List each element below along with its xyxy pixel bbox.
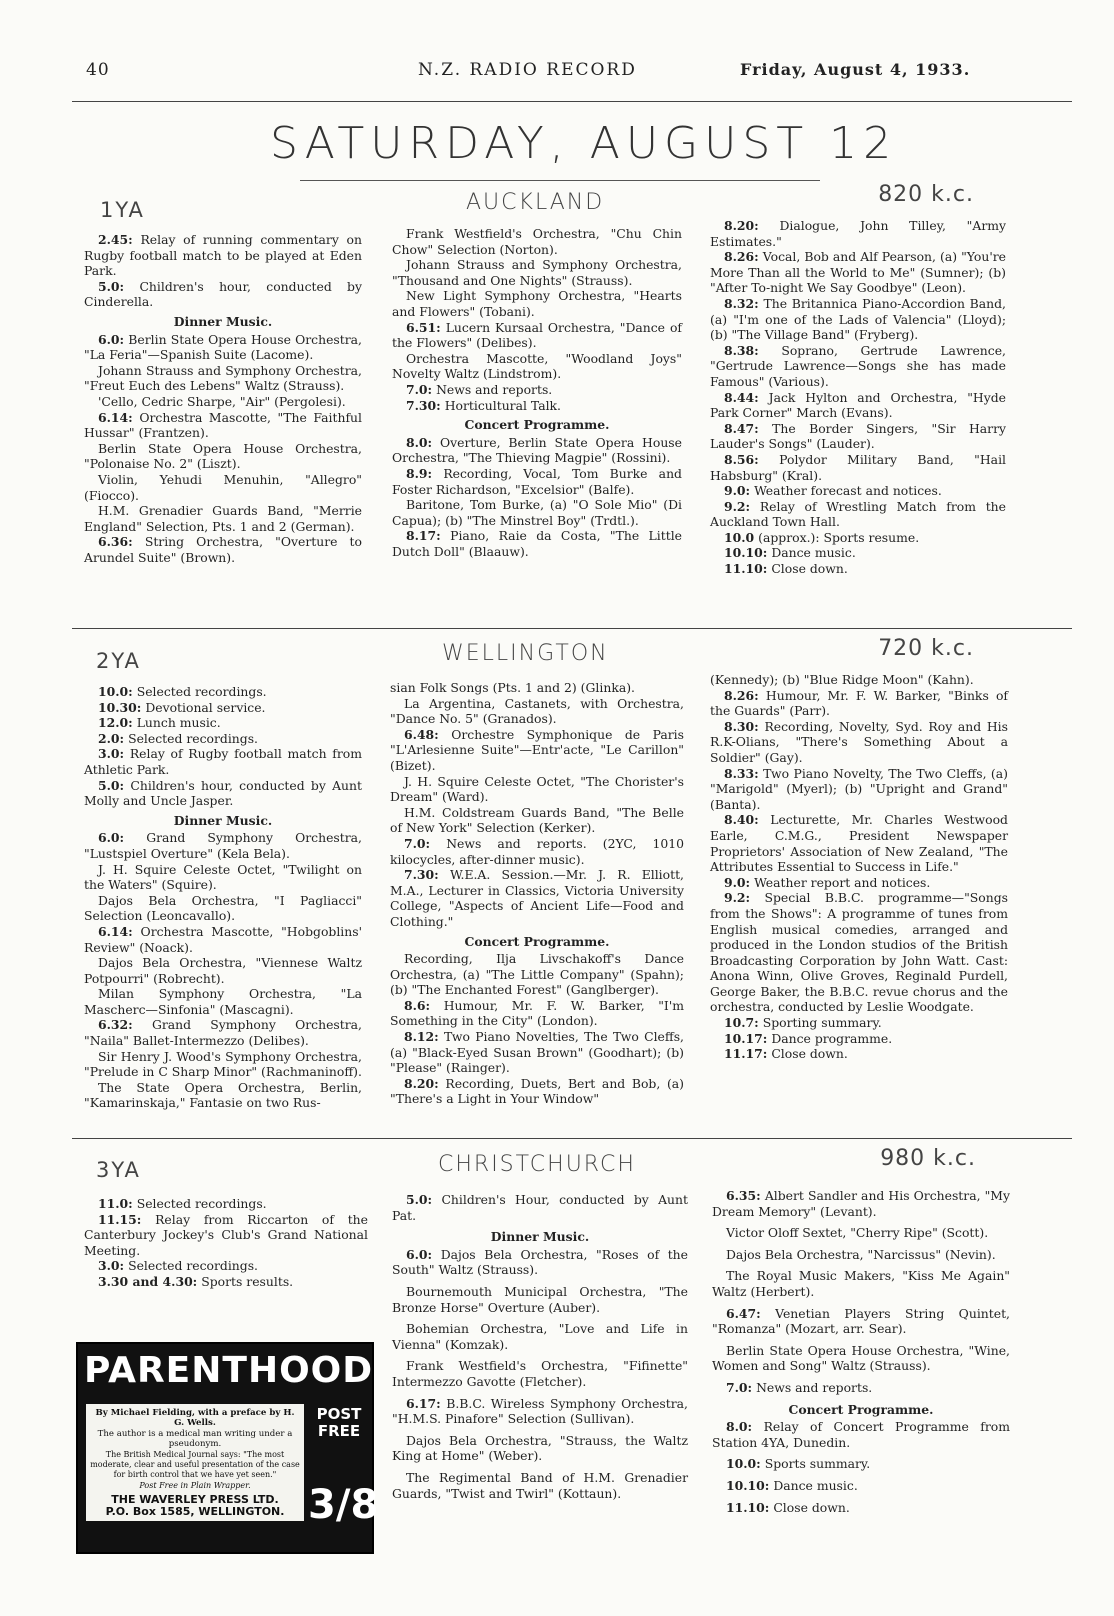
entry-text: Victor Oloff Sextet, "Cherry Ripe" (Scott). (726, 1225, 989, 1241)
programme-entry (84, 700, 362, 716)
programme-entry (392, 1321, 688, 1352)
entry-text: Dance music. (767, 545, 856, 561)
entry-time: 10.0 (724, 529, 755, 545)
entry-text: Selected recordings. (132, 1196, 267, 1211)
programme-entry (710, 766, 1008, 813)
entry-text: The Britannica Piano-Accordion Band, (a) "I'm one of the Lads of Valencia" (Lloyd); (b) "The Village Band" (Fryberg). (710, 295, 1006, 343)
issue-date: Friday, August 4, 1933. (740, 60, 971, 79)
programme-entry (84, 410, 362, 441)
programme-entry (392, 1192, 688, 1223)
programme-entry (710, 688, 1008, 719)
entry-text: Orchestra Mascotte, "Hobgoblins' Review" (Noack). (84, 923, 362, 955)
entry-text: Orchestra Mascotte, "The Faithful Hussar" (Frantzen). (84, 409, 362, 441)
programme-entry (390, 836, 684, 867)
entry-time: 9.0: (724, 874, 751, 890)
programme-subheading: Concert Programme. (464, 933, 610, 949)
programme-entry (710, 812, 1008, 874)
programme-entry (84, 893, 362, 924)
entry-text: Dance music. (769, 1477, 858, 1493)
entry-time: 11.17: (724, 1046, 768, 1062)
entry-text: Horticultural Talk. (440, 397, 561, 413)
programme-entry (710, 1031, 1008, 1047)
ad-free: FREE (317, 1422, 361, 1440)
programme-entry (710, 390, 1006, 421)
entry-time: 2.0: (98, 730, 125, 746)
frequency-720: 720 k.c. (878, 636, 974, 661)
programme-entry (710, 343, 1006, 390)
entry-text: Close down. (767, 561, 848, 577)
city-christchurch: CHRISTCHURCH (438, 1152, 636, 1177)
entry-time: 8.47: (724, 420, 759, 436)
programme-entry (390, 1029, 684, 1076)
entry-text: Frank Westfield's Orchestra, "Chu Chin Chow" Selection (Norton). (392, 226, 682, 257)
entry-time: 8.26: (724, 687, 759, 703)
entry-text: Two Piano Novelty, The Two Cleffs, (a) "Marigold" (Myerl); (b) "Upright and Grand" (Banta). (710, 765, 1008, 812)
programme-entry (392, 1358, 688, 1389)
programme-entry (390, 998, 684, 1029)
entry-text: Weather forecast and notices. (750, 483, 942, 499)
entry-time: 8.9: (406, 465, 433, 481)
entry-text: Sporting summary. (758, 1015, 882, 1031)
programme-entry (710, 719, 1008, 766)
entry-time: 3.0: (98, 1258, 125, 1274)
programme-entry (712, 1456, 1010, 1472)
section-rule (72, 628, 1072, 629)
entry-text: Venetian Players String Quintet, "Romanza" (Mozart, arr. Sear). (712, 1305, 1010, 1337)
programme-entry (710, 483, 1006, 499)
entry-text: News and reports. (2YC, 1010 kilocycles, after-dinner music). (390, 835, 684, 867)
programme-entry (390, 951, 684, 998)
entry-text: Berlin State Opera House Orchestra, "La Feria"—Spanish Suite (Lacome). (84, 331, 362, 363)
programme-entry (390, 696, 684, 727)
entry-text: Relay of Concert Programme from Station 4YA, Dunedin. (712, 1419, 1010, 1450)
ad-price: 3/8 (308, 1482, 379, 1528)
entry-text: Children's Hour, conducted by Aunt Pat. (392, 1192, 688, 1223)
entry-text: News and reports. (432, 381, 553, 397)
section-rule (72, 1138, 1072, 1139)
city-wellington: WELLINGTON (442, 641, 609, 666)
station-2ya: 2YA (96, 649, 141, 673)
ad-address: P.O. Box 1585, WELLINGTON. (105, 1505, 285, 1519)
wellington-column-2 (390, 680, 684, 1107)
programme-subheading: Concert Programme. (788, 1401, 934, 1417)
entry-text: Children's hour, conducted by Cinderella. (84, 278, 362, 310)
entry-time: 2.45: (98, 232, 133, 247)
programme-entry (712, 1306, 1010, 1337)
entry-text: Albert Sandler and His Orchestra, "My Dream Memory" (Levant). (712, 1188, 1010, 1219)
entry-time: 7.0: (406, 381, 433, 397)
programme-subheading: Dinner Music. (490, 1229, 590, 1245)
entry-time: 12.0: (98, 715, 133, 731)
programme-entry (710, 890, 1008, 1015)
entry-text: Milan Symphony Orchestra, "La Mascherc—Sinfonia" (Mascagni). (84, 986, 362, 1017)
programme-entry (712, 1268, 1010, 1299)
entry-time: 10.0: (98, 684, 133, 699)
entry-time: 10.10: (726, 1477, 770, 1493)
programme-entry (84, 441, 362, 472)
entry-text: Baritone, Tom Burke, (a) "O Sole Mio" (Di Capua); (b) "The Minstrel Boy" (Trdtl.). (392, 497, 682, 528)
entry-time: 6.0: (98, 331, 125, 347)
entry-text: Lecturette, Mr. Charles Westwood Earle, C.M.G., President Newspaper Proprietors' Association of New Zealand, "The Attributes Essential to Success in Life." (710, 812, 1008, 875)
programme-entry (712, 1188, 1010, 1219)
auckland-column-3 (710, 218, 1006, 577)
entry-text: Dajos Bela Orchestra, "Narcissus" (Nevin). (726, 1246, 996, 1262)
entry-time: 11.10: (724, 561, 768, 577)
ad-byline: By Michael Fielding, with a preface by H. G. Wells. (95, 1408, 295, 1429)
entry-time: 11.0: (98, 1196, 133, 1211)
entry-time: 8.44: (724, 389, 759, 405)
ad-body (86, 1404, 304, 1521)
entry-time: 7.30: (404, 867, 439, 883)
entry-time: 6.32: (98, 1017, 133, 1033)
entry-time: 6.36: (98, 534, 133, 550)
entry-time: 6.51: (406, 319, 441, 335)
entry-text: Violin, Yehudi Menuhin, "Allegro" (Fiocco). (84, 471, 362, 503)
programme-entry (710, 672, 1008, 688)
programme-entry (392, 1470, 688, 1501)
entry-text: Dajos Bela Orchestra, "I Pagliacci" Selection (Leoncavallo). (84, 892, 362, 924)
entry-text: Johann Strauss and Symphony Orchestra, "Freut Euch des Lebens" Waltz (Strauss). (84, 362, 362, 394)
auckland-column-1 (84, 232, 362, 565)
wellington-column-1 (84, 684, 362, 1111)
christchurch-column-3 (712, 1188, 1010, 1521)
entry-text: Two Piano Novelties, The Two Cleffs, (a) "Black-Eyed Susan Brown" (Goodhart); (b) "Please" (Rainger). (390, 1029, 684, 1076)
entry-time: 11.10: (726, 1499, 770, 1515)
entry-text: Dajos Bela Orchestra, "Strauss, the Waltz King at Home" (Weber). (392, 1432, 688, 1464)
programme-entry (710, 875, 1008, 891)
entry-time: 7.0: (726, 1379, 753, 1395)
entry-time: 8.20: (724, 218, 759, 233)
entry-text: Humour, Mr. F. W. Barker, "I'm Something in the City" (London). (390, 997, 684, 1029)
entry-time: 6.35: (726, 1188, 761, 1203)
ad-publisher: THE WAVERLEY PRESS LTD. (111, 1493, 279, 1507)
ad-author-note: The author is a medical man writing under a pseudonym. (97, 1428, 293, 1450)
entry-text: Dance programme. (767, 1030, 893, 1046)
entry-text: News and reports. (752, 1379, 873, 1395)
programme-entry (712, 1247, 1010, 1263)
entry-time: 6.17: (406, 1395, 441, 1411)
entry-time: 10.0: (726, 1456, 761, 1472)
christchurch-column-1 (84, 1196, 368, 1290)
programme-entry (712, 1478, 1010, 1494)
programme-entry (712, 1343, 1010, 1374)
entry-time: 9.2: (724, 498, 751, 514)
programme-entry (390, 867, 684, 929)
programme-entry (392, 382, 682, 398)
auckland-column-2 (392, 226, 682, 559)
entry-text: Weather report and notices. (750, 874, 931, 890)
programme-entry (84, 1274, 368, 1290)
programme-subheading: Dinner Music. (173, 812, 273, 828)
programme-entry (392, 1247, 688, 1278)
programme-entry (392, 1284, 688, 1315)
programme-entry (710, 545, 1006, 561)
programme-entry (84, 778, 362, 809)
programme-entry (710, 452, 1006, 483)
ad-post: POST (316, 1405, 362, 1423)
programme-entry (712, 1500, 1010, 1516)
entry-text: Humour, Mr. F. W. Barker, "Binks of the Guards" (Parr). (710, 687, 1008, 719)
entry-text: Bohemian Orchestra, "Love and Life in Vienna" (Komzak). (392, 1321, 688, 1352)
publication-name: N.Z. RADIO RECORD (418, 60, 637, 80)
programme-entry (392, 398, 682, 414)
programme-entry (392, 528, 682, 559)
programme-entry (84, 1049, 362, 1080)
programme-entry (710, 249, 1006, 296)
city-auckland: AUCKLAND (466, 190, 605, 215)
entry-text: Relay of Wrestling Match from the Auckland Town Hall. (710, 498, 1006, 530)
entry-time: 8.30: (724, 718, 759, 734)
entry-text: Close down. (767, 1046, 848, 1062)
entry-time: 6.0: (98, 830, 125, 846)
programme-entry (84, 862, 362, 893)
entry-text: Relay of Rugby football match from Athletic Park. (84, 746, 362, 777)
programme-entry (84, 394, 362, 410)
programme-entry (392, 288, 682, 319)
programme-entry (392, 435, 682, 466)
entry-time: 10.10: (724, 545, 768, 561)
title-rule (300, 180, 820, 181)
entry-time: 7.30: (406, 397, 441, 413)
entry-text: Recording, Ilja Livschakoff's Dance Orchestra, (a) "The Little Company" (Spahn); (b) "The Enchanted Forest" (Ganglberger). (390, 951, 684, 998)
entry-text: Grand Symphony Orchestra, "Naila" Ballet-Intermezzo (Delibes). (84, 1017, 362, 1049)
entry-text: Frank Westfield's Orchestra, "Fifinette" Intermezzo Gavotte (Fletcher). (392, 1358, 688, 1389)
entry-text: The State Opera Orchestra, Berlin, "Kamarinskaja," Fantasie on two Rus- (84, 1079, 362, 1111)
programme-entry (390, 805, 684, 836)
entry-time: 6.47: (726, 1305, 761, 1321)
programme-entry (710, 296, 1006, 343)
programme-entry (710, 218, 1006, 249)
entry-time: 10.17: (724, 1030, 768, 1046)
entry-time: 8.40: (724, 812, 759, 828)
entry-time: 9.0: (724, 483, 751, 499)
entry-text: W.E.A. Session.—Mr. J. R. Elliott, M.A., Lecturer in Classics, Victoria University College, "Aspects of Ancient Life—Food and Clothing." (390, 867, 684, 929)
entry-time: 8.12: (404, 1029, 439, 1045)
station-3ya: 3YA (96, 1158, 141, 1182)
programme-entry (712, 1419, 1010, 1450)
entry-text: Sir Henry J. Wood's Symphony Orchestra, "Prelude in C Sharp Minor" (Rachmaninoff). (84, 1048, 362, 1080)
entry-time: 5.0: (406, 1192, 433, 1207)
entry-text: Selected recordings. (124, 1258, 258, 1274)
entry-text: The Royal Music Makers, "Kiss Me Again" Waltz (Herbert). (712, 1268, 1010, 1299)
programme-entry (392, 257, 682, 288)
programme-entry (392, 1433, 688, 1464)
entry-text: Dajos Bela Orchestra, "Viennese Waltz Potpourri" (Robrecht). (84, 955, 362, 986)
programme-entry (84, 986, 362, 1017)
entry-time: 8.0: (406, 434, 433, 450)
programme-entry (710, 561, 1006, 577)
entry-text: 'Cello, Cedric Sharpe, "Air" (Pergolesi). (98, 393, 346, 409)
programme-entry (392, 351, 682, 382)
entry-time: 6.14: (98, 409, 133, 425)
programme-entry (84, 534, 362, 565)
entry-text: Relay of running commentary on Rugby football match to be played at Eden Park. (84, 232, 362, 279)
entry-text: Lunch music. (132, 715, 221, 731)
wellington-column-3 (710, 672, 1008, 1062)
entry-text: Berlin State Opera House Orchestra, "Polonaise No. 2" (Liszt). (84, 440, 362, 472)
entry-text: Grand Symphony Orchestra, "Lustspiel Overture" (Kela Bela). (84, 830, 362, 861)
entry-time: 11.15: (98, 1211, 142, 1227)
ad-title: PARENTHOOD (84, 1350, 374, 1391)
entry-time: 10.30: (98, 699, 142, 715)
entry-text: The Border Singers, "Sir Harry Lauder's Songs" (Lauder). (710, 420, 1006, 452)
entry-text: Soprano, Gertrude Lawrence, "Gertrude Lawrence—Songs she has made Famous" (Various). (710, 342, 1006, 389)
entry-text: Vocal, Bob and Alf Pearson, (a) "You're More Than all the World to Me" (Sumner); (b) "After To-night We Say Goodbye" (Leon). (710, 249, 1006, 296)
entry-time: 8.38: (724, 342, 759, 358)
programme-entry (84, 746, 362, 777)
programme-entry (84, 279, 362, 310)
entry-time: 6.14: (98, 923, 133, 939)
entry-text: Berlin State Opera House Orchestra, "Wine, Women and Song" Waltz (Strauss). (712, 1342, 1010, 1374)
entry-text: Sports results. (197, 1273, 294, 1289)
entry-text: La Argentina, Castanets, with Orchestra, "Dance No. 5" (Granados). (390, 695, 684, 727)
entry-text: Selected recordings. (132, 684, 267, 699)
programme-entry (84, 924, 362, 955)
parenthood-advertisement (76, 1342, 379, 1554)
entry-text: J. H. Squire Celeste Octet, "Twilight on the Waters" (Squire). (84, 861, 362, 893)
programme-entry (84, 363, 362, 394)
entry-text: Orchestra Mascotte, "Woodland Joys" Novelty Waltz (Lindstrom). (392, 350, 682, 382)
entry-text: sian Folk Songs (Pts. 1 and 2) (Glinka). (390, 680, 635, 695)
entry-text: Recording, Vocal, Tom Burke and Foster Richardson, "Excelsior" (Balfe). (392, 465, 682, 497)
programme-entry (392, 497, 682, 528)
entry-time: 10.7: (724, 1015, 759, 1031)
programme-entry (390, 727, 684, 774)
entry-text: Polydor Military Band, "Hail Habsburg" (Kral). (710, 451, 1006, 483)
entry-time: 7.0: (404, 835, 431, 851)
programme-entry (392, 1396, 688, 1427)
entry-text: New Light Symphony Orchestra, "Hearts and Flowers" (Tobani). (392, 288, 682, 319)
entry-time: 8.17: (406, 528, 441, 544)
entry-time: 6.0: (406, 1246, 433, 1262)
programme-entry (390, 680, 684, 696)
entry-time: 8.26: (724, 249, 759, 265)
entry-text: Johann Strauss and Symphony Orchestra, "Thousand and One Nights" (Strauss). (392, 257, 682, 288)
programme-entry (712, 1225, 1010, 1241)
entry-time: 5.0: (98, 777, 125, 793)
programme-entry (392, 226, 682, 257)
entry-text: Sports summary. (760, 1456, 871, 1472)
programme-entry (390, 1076, 684, 1107)
entry-text: Piano, Raie da Costa, "The Little Dutch Doll" (Blaauw). (392, 528, 682, 559)
programme-entry (390, 774, 684, 805)
christchurch-column-2 (392, 1192, 688, 1507)
programme-entry (712, 1380, 1010, 1396)
entry-text: H.M. Grenadier Guards Band, "Merrie England" Selection, Pts. 1 and 2 (German). (84, 503, 362, 534)
programme-entry (84, 1196, 368, 1212)
entry-text: Orchestre Symphonique de Paris "L'Arlesienne Suite"—Entr'acte, "Le Carillon" (Bizet). (390, 726, 684, 773)
programme-entry (84, 232, 362, 279)
entry-text: The Regimental Band of H.M. Grenadier Guards, "Twist and Twirl" (Kottaun). (392, 1469, 688, 1501)
entry-text: Selected recordings. (124, 730, 258, 746)
entry-text: Dajos Bela Orchestra, "Roses of the South" Waltz (Strauss). (392, 1246, 688, 1278)
programme-entry (392, 320, 682, 351)
entry-time: 3.0: (98, 746, 125, 762)
entry-text: (Kennedy); (b) "Blue Ridge Moon" (Kahn). (710, 672, 974, 687)
programme-entry (84, 503, 362, 534)
entry-text: Bournemouth Municipal Orchestra, "The Bronze Horse" Overture (Auber). (392, 1283, 688, 1315)
entry-time: 8.6: (404, 997, 431, 1013)
page-number: 40 (86, 60, 110, 80)
entry-time: 8.56: (724, 451, 759, 467)
entry-text: Close down. (769, 1499, 850, 1515)
entry-text: (approx.): Sports resume. (754, 529, 920, 545)
entry-text: J. H. Squire Celeste Octet, "The Chorister's Dream" (Ward). (390, 773, 684, 805)
ad-wrapper: Post Free in Plain Wrapper. (139, 1480, 251, 1490)
entry-time: 8.32: (724, 295, 759, 311)
programme-entry (84, 1258, 368, 1274)
programme-entry (710, 499, 1006, 530)
entry-text: Recording, Duets, Bert and Bob, (a) "There's a Light in Your Window" (390, 1075, 684, 1107)
entry-text: String Orchestra, "Overture to Arundel Suite" (Brown). (84, 534, 362, 565)
ad-post-free (310, 1406, 368, 1440)
programme-subheading: Concert Programme. (464, 417, 610, 433)
header-rule (72, 101, 1072, 102)
programme-entry (84, 1017, 362, 1048)
entry-time: 5.0: (98, 278, 125, 294)
programme-subheading: Dinner Music. (173, 313, 273, 329)
programme-entry (84, 715, 362, 731)
entry-text: B.B.C. Wireless Symphony Orchestra, "H.M.S. Pinafore" Selection (Sullivan). (392, 1395, 688, 1427)
entry-time: 3.30 and 4.30: (98, 1273, 198, 1289)
entry-text: Children's hour, conducted by Aunt Molly and Uncle Jasper. (84, 777, 362, 809)
programme-entry (84, 1080, 362, 1111)
programme-entry (84, 332, 362, 363)
programme-entry (710, 1046, 1008, 1062)
entry-time: 9.2: (724, 890, 751, 906)
programme-entry (84, 1212, 368, 1259)
entry-text: Recording, Novelty, Syd. Roy and His R.K-Olians, "There's Something About a Soldier" (Gay). (710, 718, 1008, 765)
programme-entry (710, 421, 1006, 452)
frequency-980: 980 k.c. (880, 1146, 976, 1171)
station-1ya: 1YA (100, 198, 145, 222)
frequency-820: 820 k.c. (878, 182, 974, 207)
entry-text: Overture, Berlin State Opera House Orchestra, "The Thieving Magpie" (Rossini). (392, 434, 682, 466)
entry-text: Devotional service. (141, 699, 266, 715)
entry-text: H.M. Coldstream Guards Band, "The Belle of New York" Selection (Kerker). (390, 804, 684, 836)
entry-time: 8.33: (724, 765, 759, 781)
entry-time: 8.0: (726, 1419, 753, 1435)
ad-quote: The British Medical Journal says: "The most moderate, clear and useful presentation of the case for birth control that we have yet seen." (90, 1449, 300, 1480)
programme-entry (392, 466, 682, 497)
programme-entry (84, 955, 362, 986)
entry-text: Jack Hylton and Orchestra, "Hyde Park Corner" March (Evans). (710, 389, 1006, 421)
programme-entry (710, 1015, 1008, 1031)
entry-text: Special B.B.C. programme—"Songs from the Shows": A programme of tunes from English musical comedies, arranged and produced in the London studios of the British Broadcasting Corporation by John Watt. Cast: Anona Winn, Olive Groves, Reginald Purdell, George Baker, the B.B.C. revue chorus and the orchestra, conducted by Leslie Woodgate. (710, 890, 1008, 1015)
programme-entry (84, 472, 362, 503)
programme-entry (84, 830, 362, 861)
entry-time: 6.48: (404, 726, 439, 742)
programme-entry (710, 530, 1006, 546)
entry-time: 8.20: (404, 1075, 439, 1091)
programme-entry (84, 684, 362, 700)
entry-text: Lucern Kursaal Orchestra, "Dance of the Flowers" (Delibes). (392, 319, 682, 351)
entry-text: Relay from Riccarton of the Canterbury Jockey's Club's Grand National Meeting. (84, 1211, 368, 1258)
programme-entry (84, 731, 362, 747)
entry-text: Dialogue, John Tilley, "Army Estimates." (710, 218, 1006, 249)
page-title: SATURDAY, AUGUST 12 (270, 118, 898, 169)
